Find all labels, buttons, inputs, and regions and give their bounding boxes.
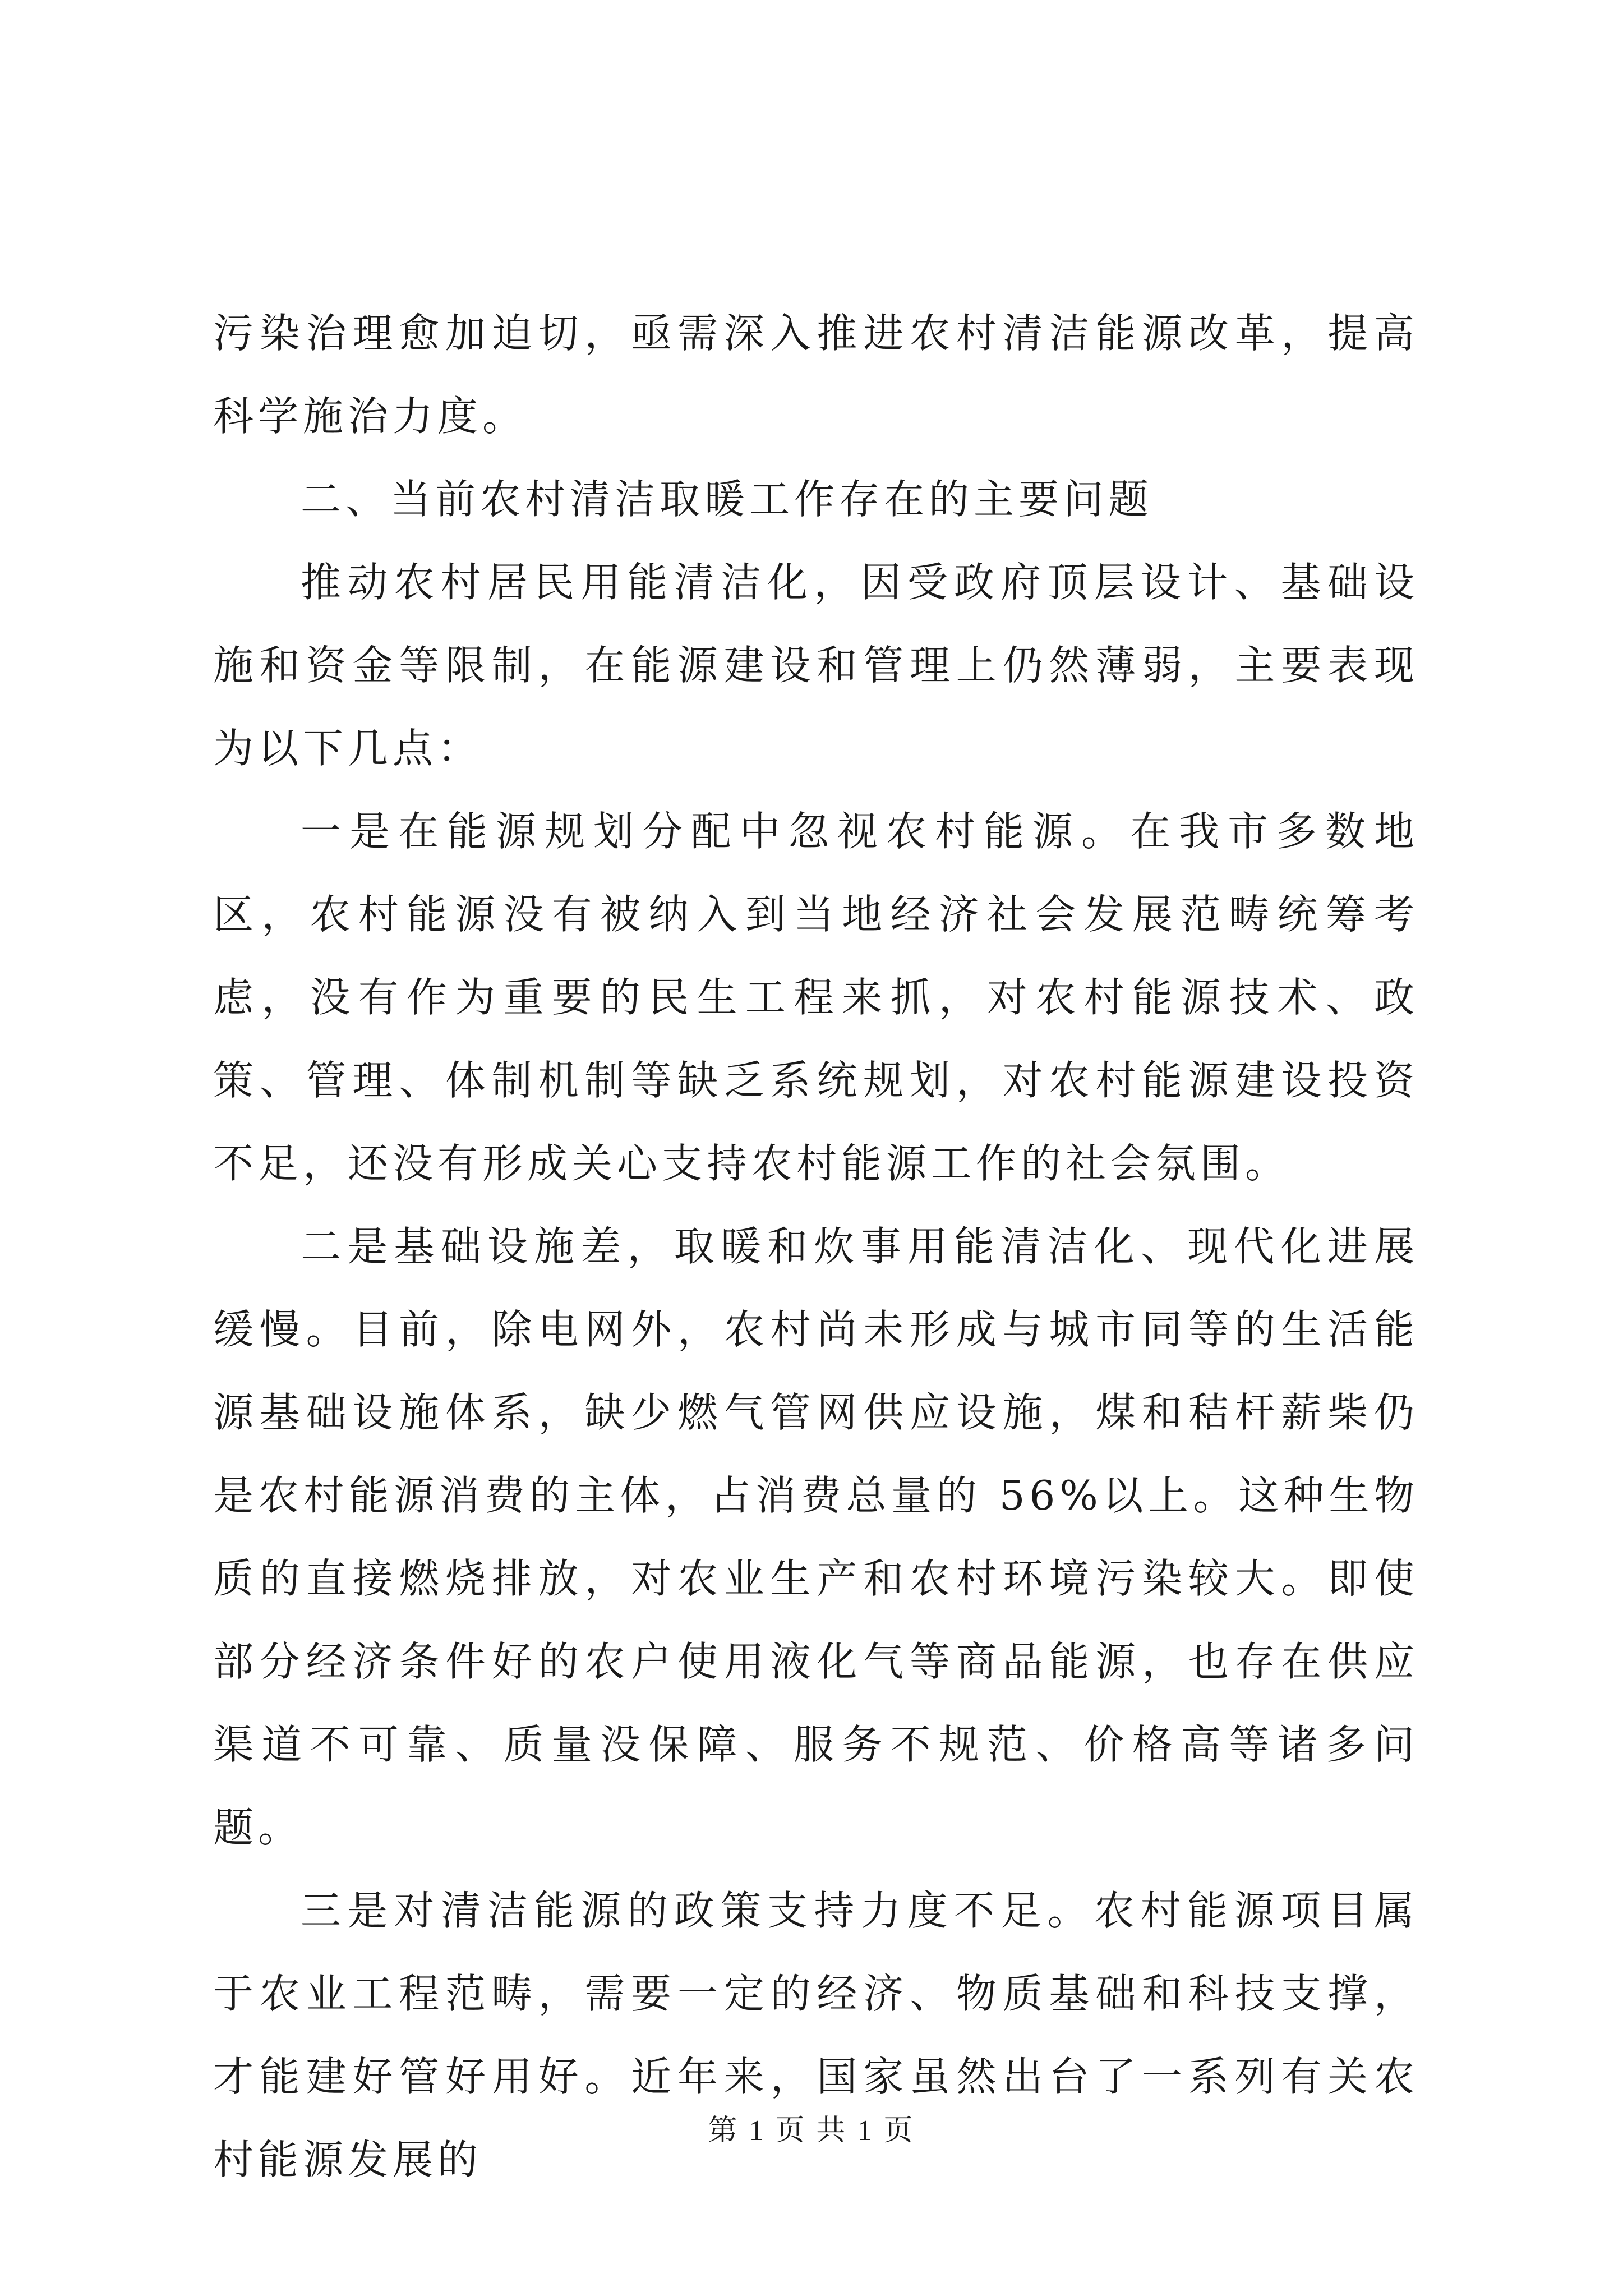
paragraph-problem-2: 二是基础设施差，取暖和炊事用能清洁化、现代化进展缓慢。目前，除电网外，农村尚未形成与城市同等的生活能源基础设施体系，缺少燃气管网供应设施，煤和秸杆薪柴仍是农村能源消费的主体，占消费总量的 56%以上。这种生物质的直接燃烧排放，对农业生产和农村环境污染较大。即使部分经济条件好的农户使用液化气等商品能源，也存在供应渠道不可靠、质量没保障、服务不规范、价格高等诸多问题。 — [213, 1223, 1419, 1851]
paragraph-intro: 推动农村居民用能清洁化，因受政府顶层设计、基础设施和资金等限制，在能源建设和管理上仍然薄弱，主要表现为以下几点： — [213, 559, 1419, 772]
paragraph-problem-1: 一是在能源规划分配中忽视农村能源。在我市多数地区，农村能源没有被纳入到当地经济社会发展范畴统筹考虑，没有作为重要的民生工程来抓，对农村能源技术、政策、管理、体制机制等缺乏系统规划，对农村能源建设投资不足，还没有形成关心支持农村能源工作的社会氛围。 — [213, 808, 1419, 1187]
section-heading: 二、当前农村清洁取暖工作存在的主要问题 — [301, 476, 1154, 523]
page-footer — [0, 2106, 1623, 2148]
paragraph-continuation: 污染治理愈加迫切，亟需深入推进农村清洁能源改革，提高科学施治力度。 — [213, 310, 1419, 440]
document-body — [213, 292, 1419, 2201]
page-number: 第 1 页 共 1 页 — [708, 2115, 915, 2147]
paragraph-problem-3: 三是对清洁能源的政策支持力度不足。农村能源项目属于农业工程范畴，需要一定的经济、物质基础和科技支撑，才能建好管好用好。近年来，国家虽然出台了一系列有关农村能源发展的 — [213, 1887, 1419, 2183]
